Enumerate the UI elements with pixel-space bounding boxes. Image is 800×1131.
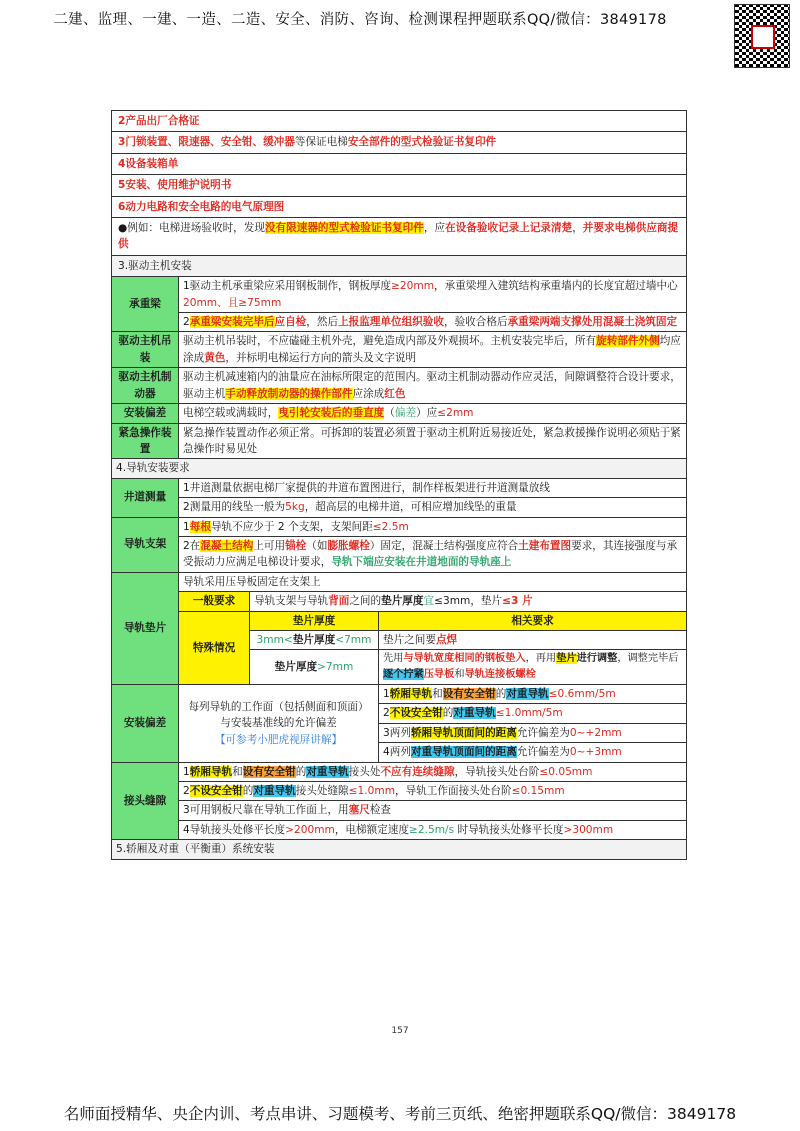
emergency-text: 紧急操作装置动作必须正常。可拆卸的装置必须置于驱动主机附近易接近处，紧急救援操作说明必须贴于紧急操作时易见处 <box>179 423 687 459</box>
doc-item-5: 5安装、使用维护说明书 <box>112 175 687 196</box>
deviation-text: 电梯空载或满载时，曳引轮安装后的垂直度（偏差）应≤2mm <box>179 404 687 423</box>
survey-item-2: 2测量用的线坠一般为5kg，超高层的电梯井道，可相应增加线坠的重量 <box>179 498 687 517</box>
install-item-2: 2不设安全钳的对重导轨≤1.0mm/5m <box>379 704 686 723</box>
top-banner: 二建、监理、一建、一造、二造、安全、消防、咨询、检测课程押题联系QQ/微信：3849178 <box>53 12 667 28</box>
install-deviation-label: 安装偏差 <box>112 685 179 763</box>
special-2-thickness: 垫片厚度>7mm <box>250 650 379 685</box>
emergency-label: 紧急操作装置 <box>112 423 179 459</box>
section-5-title: 5.轿厢及对重（平衡重）系统安装 <box>112 840 687 859</box>
install-item-4: 4两列对重导轨顶面间的距离允许偏差为0~+3mm <box>379 743 686 762</box>
bracket-item-2: 2在混凝土结构上可用锚栓（如膨胀螺栓）固定，混凝土结构强度应符合土建布置图要求，其连接强度与承受振动力应满足电梯设计要求，导轨下端应安装在井道地面的导轨座上 <box>179 536 687 572</box>
joint-item-4: 4导轨接头处修平长度>200mm，电梯额定速度≥2.5m/s 时导轨接头处修平长度>300mm <box>179 820 687 839</box>
beam-item-2: 2承重梁安装完毕后应自检，然后上报监理单位组织验收，验收合格后承重梁两端支撑处用混凝土浇筑固定 <box>179 313 687 332</box>
shim-intro: 导轨采用压导板固定在支架上 <box>179 572 687 591</box>
brake-text: 驱动主机减速箱内的油量应在油标所限定的范围内。驱动主机制动器动作应灵活，间隙调整符合设计要求，驱动主机手动释放制动器的操作部件应涂成红色 <box>179 368 687 404</box>
survey-label: 井道测量 <box>112 478 179 517</box>
doc-item-6: 6动力电路和安全电路的电气原理图 <box>112 196 687 217</box>
install-deviation-note: 【可参考小肥虎视屏讲解】 <box>214 733 343 746</box>
special-1-requirement: 垫片之间要点焊 <box>379 630 687 649</box>
section-4-title: 4.导轨安装要求 <box>112 459 687 478</box>
col-thickness-header: 垫片厚度 <box>250 611 379 630</box>
special-2-requirement: 先用与导轨宽度相同的钢板垫入，再用垫片进行调整，调整完毕后逐个拧紧压导板和导轨连接板螺栓 <box>379 650 687 685</box>
beam-label: 承重梁 <box>112 277 179 332</box>
col-requirement-header: 相关要求 <box>379 611 687 630</box>
doc-item-3: 3门锁装置、限速器、安全钳、缓冲器等保证电梯安全部件的型式检验证书复印件 <box>112 132 687 153</box>
bottom-banner: 名师面授精华、央企内训、考点串讲、习题模考、考前三页纸、绝密押题联系QQ/微信：3849178 <box>63 1105 737 1123</box>
install-item-3: 3两列轿厢导轨顶面间的距离允许偏差为0~+2mm <box>379 723 686 742</box>
shim-label: 导轨垫片 <box>112 572 179 684</box>
install-item-1: 1轿厢导轨和设有安全钳的对重导轨≤0.6mm/5m <box>379 685 686 704</box>
section-4-table <box>111 478 687 860</box>
brake-label: 驱动主机制动器 <box>112 368 179 404</box>
qr-code-image <box>734 4 790 68</box>
joint-item-2: 2不设安全钳的对重导轨接头处缝隙≤1.0mm，导轨工作面接头处台阶≤0.15mm <box>179 782 687 801</box>
install-deviation-desc <box>179 685 379 763</box>
special-1-thickness: 3mm<垫片厚度<7mm <box>250 630 379 649</box>
joint-item-3: 3可用钢板尺靠在导轨工作面上，用塞尺检查 <box>179 801 687 820</box>
joint-label: 接头缝隙 <box>112 762 179 840</box>
bracket-item-1: 1每根导轨不应少于 2 个支架，支架间距≤2.5m <box>179 517 687 536</box>
bracket-label: 导轨支架 <box>112 517 179 572</box>
doc-example: ●例如：电梯进场验收时，发现没有限速器的型式检验证书复印件，应在设备验收记录上记录清楚，并要求电梯供应商提供 <box>112 218 687 256</box>
doc-item-4: 4设备装箱单 <box>112 153 687 174</box>
section-3-title: 3.驱动主机安装 <box>112 255 687 276</box>
install-deviation-text: 每列导轨的工作面（包括侧面和顶面）与安装基准线的允许偏差 <box>188 700 369 730</box>
section-3-table <box>111 276 687 478</box>
document-table <box>111 110 687 860</box>
page-number: 157 <box>391 1026 409 1036</box>
doc-item-2: 2产品出厂合格证 <box>112 111 687 132</box>
deviation-label: 安装偏差 <box>112 404 179 423</box>
doc-list <box>111 110 687 277</box>
beam-item-1: 1驱动主机承重梁应采用钢板制作，钢板厚度≥20mm，承重梁埋入建筑结构承重墙内的长度宜超过墙中心 20mm、且≥75mm <box>179 277 687 313</box>
lift-label: 驱动主机吊装 <box>112 332 179 368</box>
shim-general-text: 导轨支架与导轨背面之间的垫片厚度宜≤3mm，垫片≤3 片 <box>250 592 687 611</box>
install-deviation-list <box>379 685 687 763</box>
lift-text: 驱动主机吊装时，不应磕碰主机外壳，避免造成内部及外观损坏。主机安装完毕后，所有旋转部件外侧均应涂成黄色，并标明电梯运行方向的箭头及文字说明 <box>179 332 687 368</box>
shim-general-label: 一般要求 <box>179 592 250 611</box>
survey-item-1: 1井道测量依据电梯厂家提供的井道布置图进行，制作样板架进行井道测量放线 <box>179 478 687 497</box>
special-label: 特殊情况 <box>179 611 250 684</box>
joint-item-1: 1轿厢导轨和设有安全钳的对重导轨接头处不应有连续缝隙，导轨接头处台阶≤0.05mm <box>179 762 687 781</box>
